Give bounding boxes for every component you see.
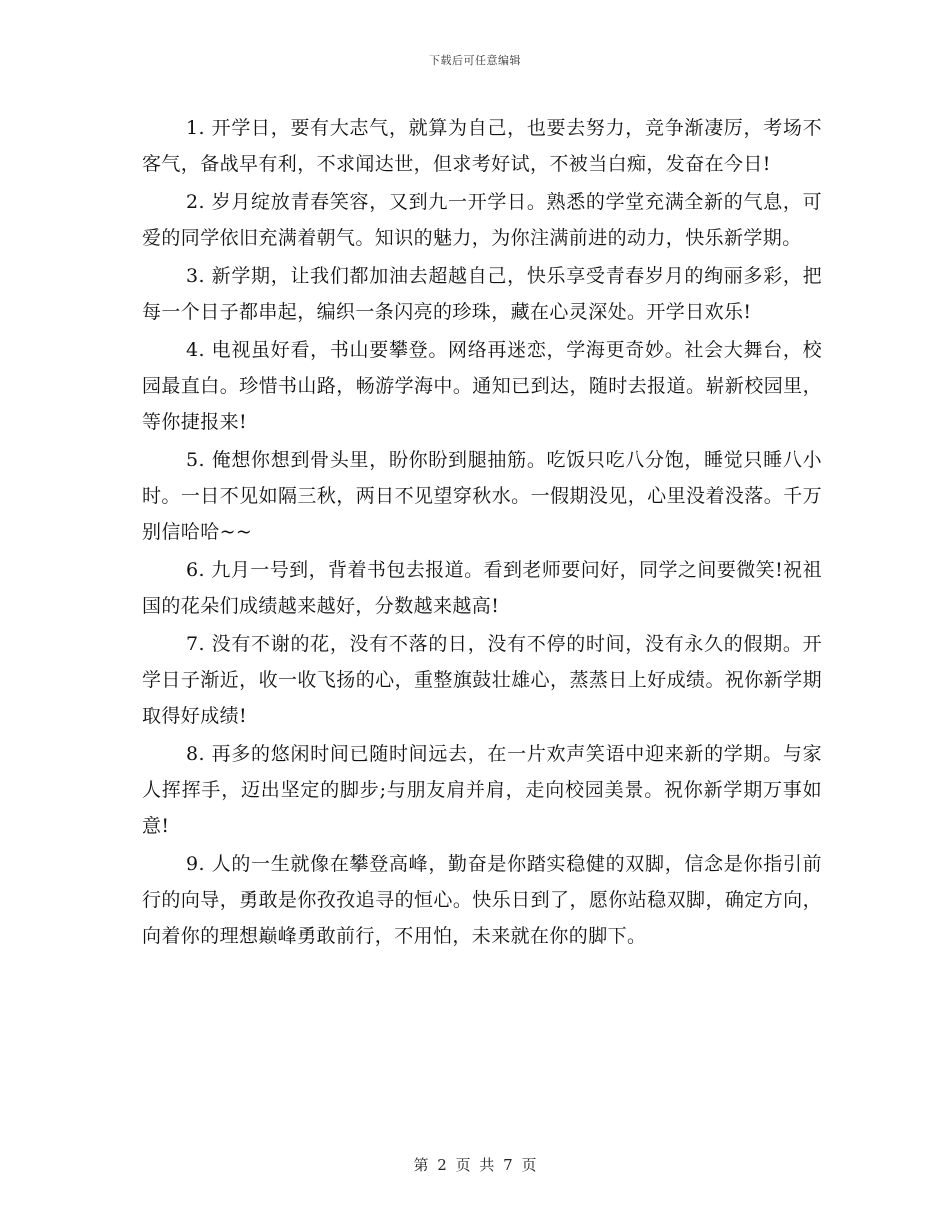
document-body	[142, 110, 822, 956]
paragraph-6: 6. 九月一号到，背着书包去报道。看到老师要问好，同学之间要微笑!祝祖国的花朵们成绩越来越好，分数越来越高!	[142, 559, 822, 617]
paragraph-1: 1. 开学日，要有大志气，就算为自己，也要去努力，竞争渐凄厉，考场不客气，备战早有利，不求闻达世，但求考好试，不被当白痴，发奋在今日!	[142, 117, 822, 175]
paragraph-2: 2. 岁月绽放青春笑容，又到九一开学日。熟悉的学堂充满全新的气息，可爱的同学依旧充满着朝气。知识的魅力，为你注满前进的动力，快乐新学期。	[142, 191, 822, 249]
paragraph-3: 3. 新学期，让我们都加油去超越自己，快乐享受青春岁月的绚丽多彩，把每一个日子都串起，编织一条闪亮的珍珠，藏在心灵深处。开学日欢乐!	[142, 265, 822, 323]
paragraph-4: 4. 电视虽好看，书山要攀登。网络再迷恋，学海更奇妙。社会大舞台，校园最直白。珍惜书山路，畅游学海中。通知已到达，随时去报道。崭新校园里，等你捷报来!	[142, 339, 822, 433]
page-number-footer: 第 2 页 共 7 页	[413, 1156, 537, 1174]
paragraph-9: 9. 人的一生就像在攀登高峰，勤奋是你踏实稳健的双脚，信念是你指引前行的向导，勇敢是你孜孜追寻的恒心。快乐日到了，愿你站稳双脚，确定方向，向着你的理想巅峰勇敢前行，不用怕，未来就在你的脚下。	[142, 853, 822, 947]
paragraph-5: 5. 俺想你想到骨头里，盼你盼到腿抽筋。吃饭只吃八分饱，睡觉只睡八小时。一日不见如隔三秋，两日不见望穿秋水。一假期没见，心里没着没落。千万别信哈哈~~	[142, 449, 822, 543]
paragraph-8: 8. 再多的悠闲时间已随时间远去，在一片欢声笑语中迎来新的学期。与家人挥挥手，迈出坚定的脚步;与朋友肩并肩，走向校园美景。祝你新学期万事如意!	[142, 743, 822, 837]
page-header: 下载后可任意编辑	[429, 54, 521, 67]
paragraph-7: 7. 没有不谢的花，没有不落的日，没有不停的时间，没有永久的假期。开学日子渐近，收一收飞扬的心，重整旗鼓壮雄心，蒸蒸日上好成绩。祝你新学期取得好成绩!	[142, 633, 822, 727]
